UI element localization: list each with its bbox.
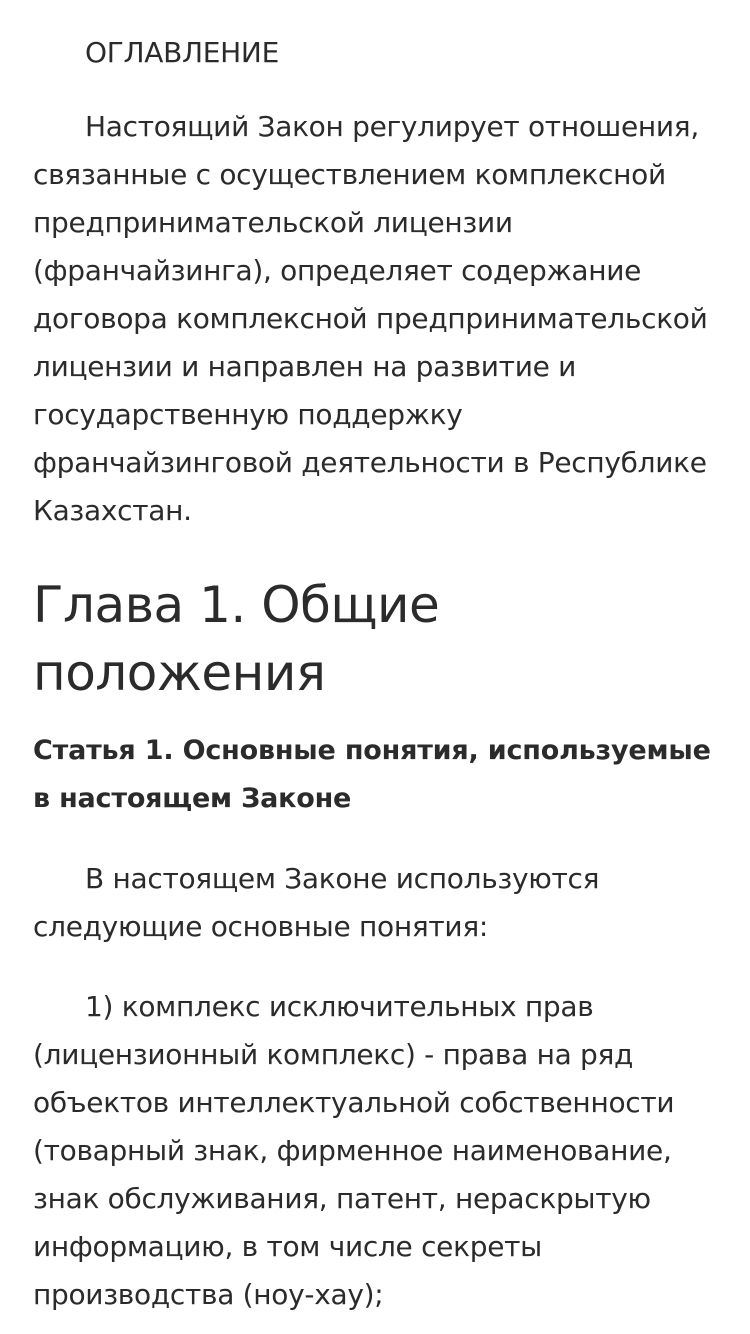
- table-of-contents-link[interactable]: ОГЛАВЛЕНИЕ: [85, 36, 279, 69]
- law-preamble: Настоящий Закон регулирует отношения, связанные с осуществлением комплексной предпринимательской лицензии (франчайзинга), определяет содержание договора комплексной предпринимательской лицензии и направлен на развитие и государственную поддержку франчайзинговой деятельности в Республике Казахстан.: [33, 110, 708, 527]
- definition-item: 1) комплекс исключительных прав (лицензионный комплекс) - права на ряд объектов интеллектуальной собственности (товарный знак, фирменное наименование, знак обслуживания, патент, нераскрытую информацию, в том числе секреты производства (ноу-хау);: [33, 990, 675, 1311]
- article-heading: Статья 1. Основные понятия, используемые в настоящем Законе: [33, 735, 711, 814]
- chapter-heading: Глава 1. Общие положения: [33, 576, 440, 702]
- definitions-intro: В настоящем Законе используются следующие основные понятия:: [33, 862, 600, 943]
